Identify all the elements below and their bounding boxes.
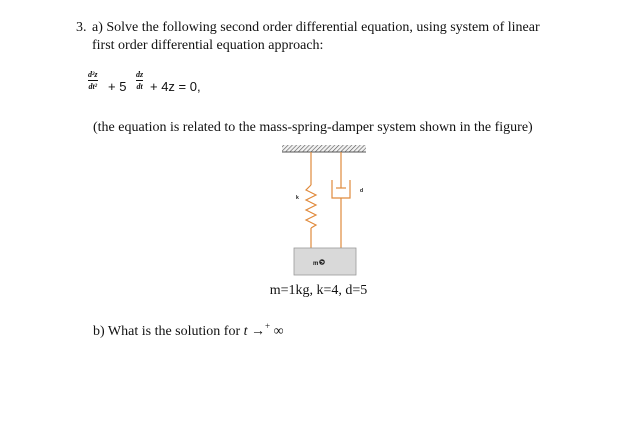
part-b-prefix: b) What is the solution for xyxy=(93,324,241,339)
spring xyxy=(306,152,316,248)
equation-term: + 5 xyxy=(108,79,127,94)
spring-label: k xyxy=(296,195,299,201)
damper-label: d xyxy=(360,188,364,194)
parameters-text: m=1kg, k=4, d=5 xyxy=(269,283,368,298)
parameters xyxy=(0,283,629,299)
mass-label: m xyxy=(313,261,319,267)
mass-block xyxy=(294,248,356,275)
fraction-numerator: dz xyxy=(136,70,144,79)
part-a-line-1: a) Solve the following second order differential equation, using system of linear xyxy=(92,20,540,35)
fraction-numerator: d²z xyxy=(88,70,98,79)
fraction-denominator: dt² xyxy=(88,82,98,91)
part-b xyxy=(93,321,284,340)
part-b-arrow: → xyxy=(251,324,265,339)
part-b-limit: ∞ xyxy=(273,324,284,339)
damper xyxy=(332,152,350,248)
part-a-line-2: first order differential equation approach: xyxy=(92,38,324,53)
fraction-denominator: dt xyxy=(136,82,143,91)
figure-note: (the equation is related to the mass-spring-damper system shown in the figure) xyxy=(93,120,533,135)
mass-symbol-icon xyxy=(319,259,325,265)
part-b-superscript: + xyxy=(265,321,271,331)
equation-term: + 4z = 0, xyxy=(150,79,201,94)
question-number: 3. xyxy=(76,20,87,35)
ground-support xyxy=(282,145,366,152)
part-b-variable: t xyxy=(243,324,248,339)
